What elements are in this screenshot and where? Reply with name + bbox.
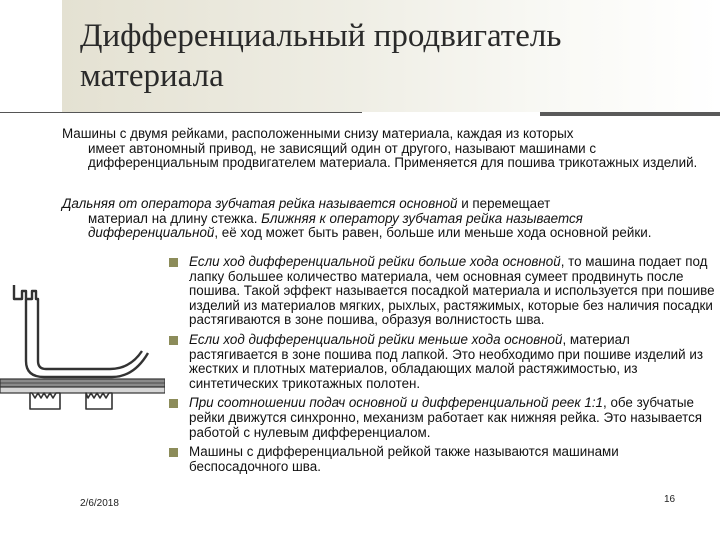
slide-page-number: 16 [664, 494, 676, 505]
main-rack-text: и перемещает [457, 196, 551, 211]
bullet-1-text: , то машина подает под лапку большее количество материала, чем основная сумеет продвинуть после пошива. Такой эффект называется посадкой материала и используется при пошиве изделий из материалов мягких, рыхлых, растяжимых, которые без наличия посадки растягиваются в зоне пошива, образуя волнистость шва. [189, 254, 715, 328]
bullet-item-4 [165, 445, 720, 474]
slide-date: 2/6/2018 [80, 498, 119, 509]
title-rule-right [540, 112, 720, 116]
bullet-square-icon [169, 336, 178, 345]
differential-feed-illustration [0, 283, 165, 433]
bullet-square-icon [169, 448, 178, 457]
differential-rack [30, 393, 60, 409]
bullet-4-text: Машины с дифференциальной рейкой также называются машинами беспосадочного шва. [189, 444, 619, 474]
bullet-square-icon [169, 399, 178, 408]
bullet-item-2 [165, 333, 720, 391]
bullet-2-text: , материал растягивается в зоне пошива под лапкой. Это необходимо при пошиве изделий из жестких и плотных материалов, обладающих малой растяжимостью, из синтетических трикотажных полотен. [189, 331, 703, 391]
paragraph-intro [62, 127, 720, 171]
bullet-list [165, 255, 720, 474]
bullet-square-icon [169, 258, 178, 267]
paragraph-racks-rest [62, 212, 682, 241]
bullet-3-italic: При соотношении подач основной и дифференциальной реек 1:1 [189, 395, 604, 411]
slide-title [80, 16, 700, 96]
title-line-1: Дифференциальный продвигатель [80, 18, 562, 54]
paragraph-intro-line1: Машины с двумя рейками, расположенными снизу материала, каждая из которых [62, 126, 574, 141]
bullet-item-3 [165, 396, 720, 440]
bullet-item-1 [165, 255, 720, 328]
bullet-1-italic: Если ход дифференциальной рейки больше хода основной [189, 254, 561, 269]
bullet-3-text: , обе зубчатые рейки движутся синхронно, механизм работает как нижняя рейка. Это называется работой с нулевым дифференциалом. [189, 395, 703, 440]
fabric-lower-layer [0, 387, 165, 393]
title-line-2: материала [80, 58, 224, 94]
presser-foot-sole [26, 299, 148, 377]
presser-foot-shank [14, 285, 142, 369]
title-rule-left [0, 112, 362, 113]
racks-text-b: , её ход может быть равен, больше или меньше хода основной рейки. [214, 225, 652, 241]
paragraph-intro-rest: имеет автономный привод, не зависящий один от другого, называют машинами с дифференциальным продвигателем материала. Применяется для пошива трикотажных изделий. [88, 140, 698, 171]
main-rack-definition: Дальняя от оператора зубчатая рейка называется основной [62, 196, 458, 211]
paragraph-racks [62, 197, 682, 241]
bullet-2-italic: Если ход дифференциальной рейки меньше хода основной [189, 331, 563, 347]
racks-text-a: материал на длину стежка. [88, 210, 262, 226]
main-rack [86, 393, 112, 409]
differential-rack-definition: Ближняя к оператору зубчатая рейка называется дифференциальной [88, 210, 583, 241]
